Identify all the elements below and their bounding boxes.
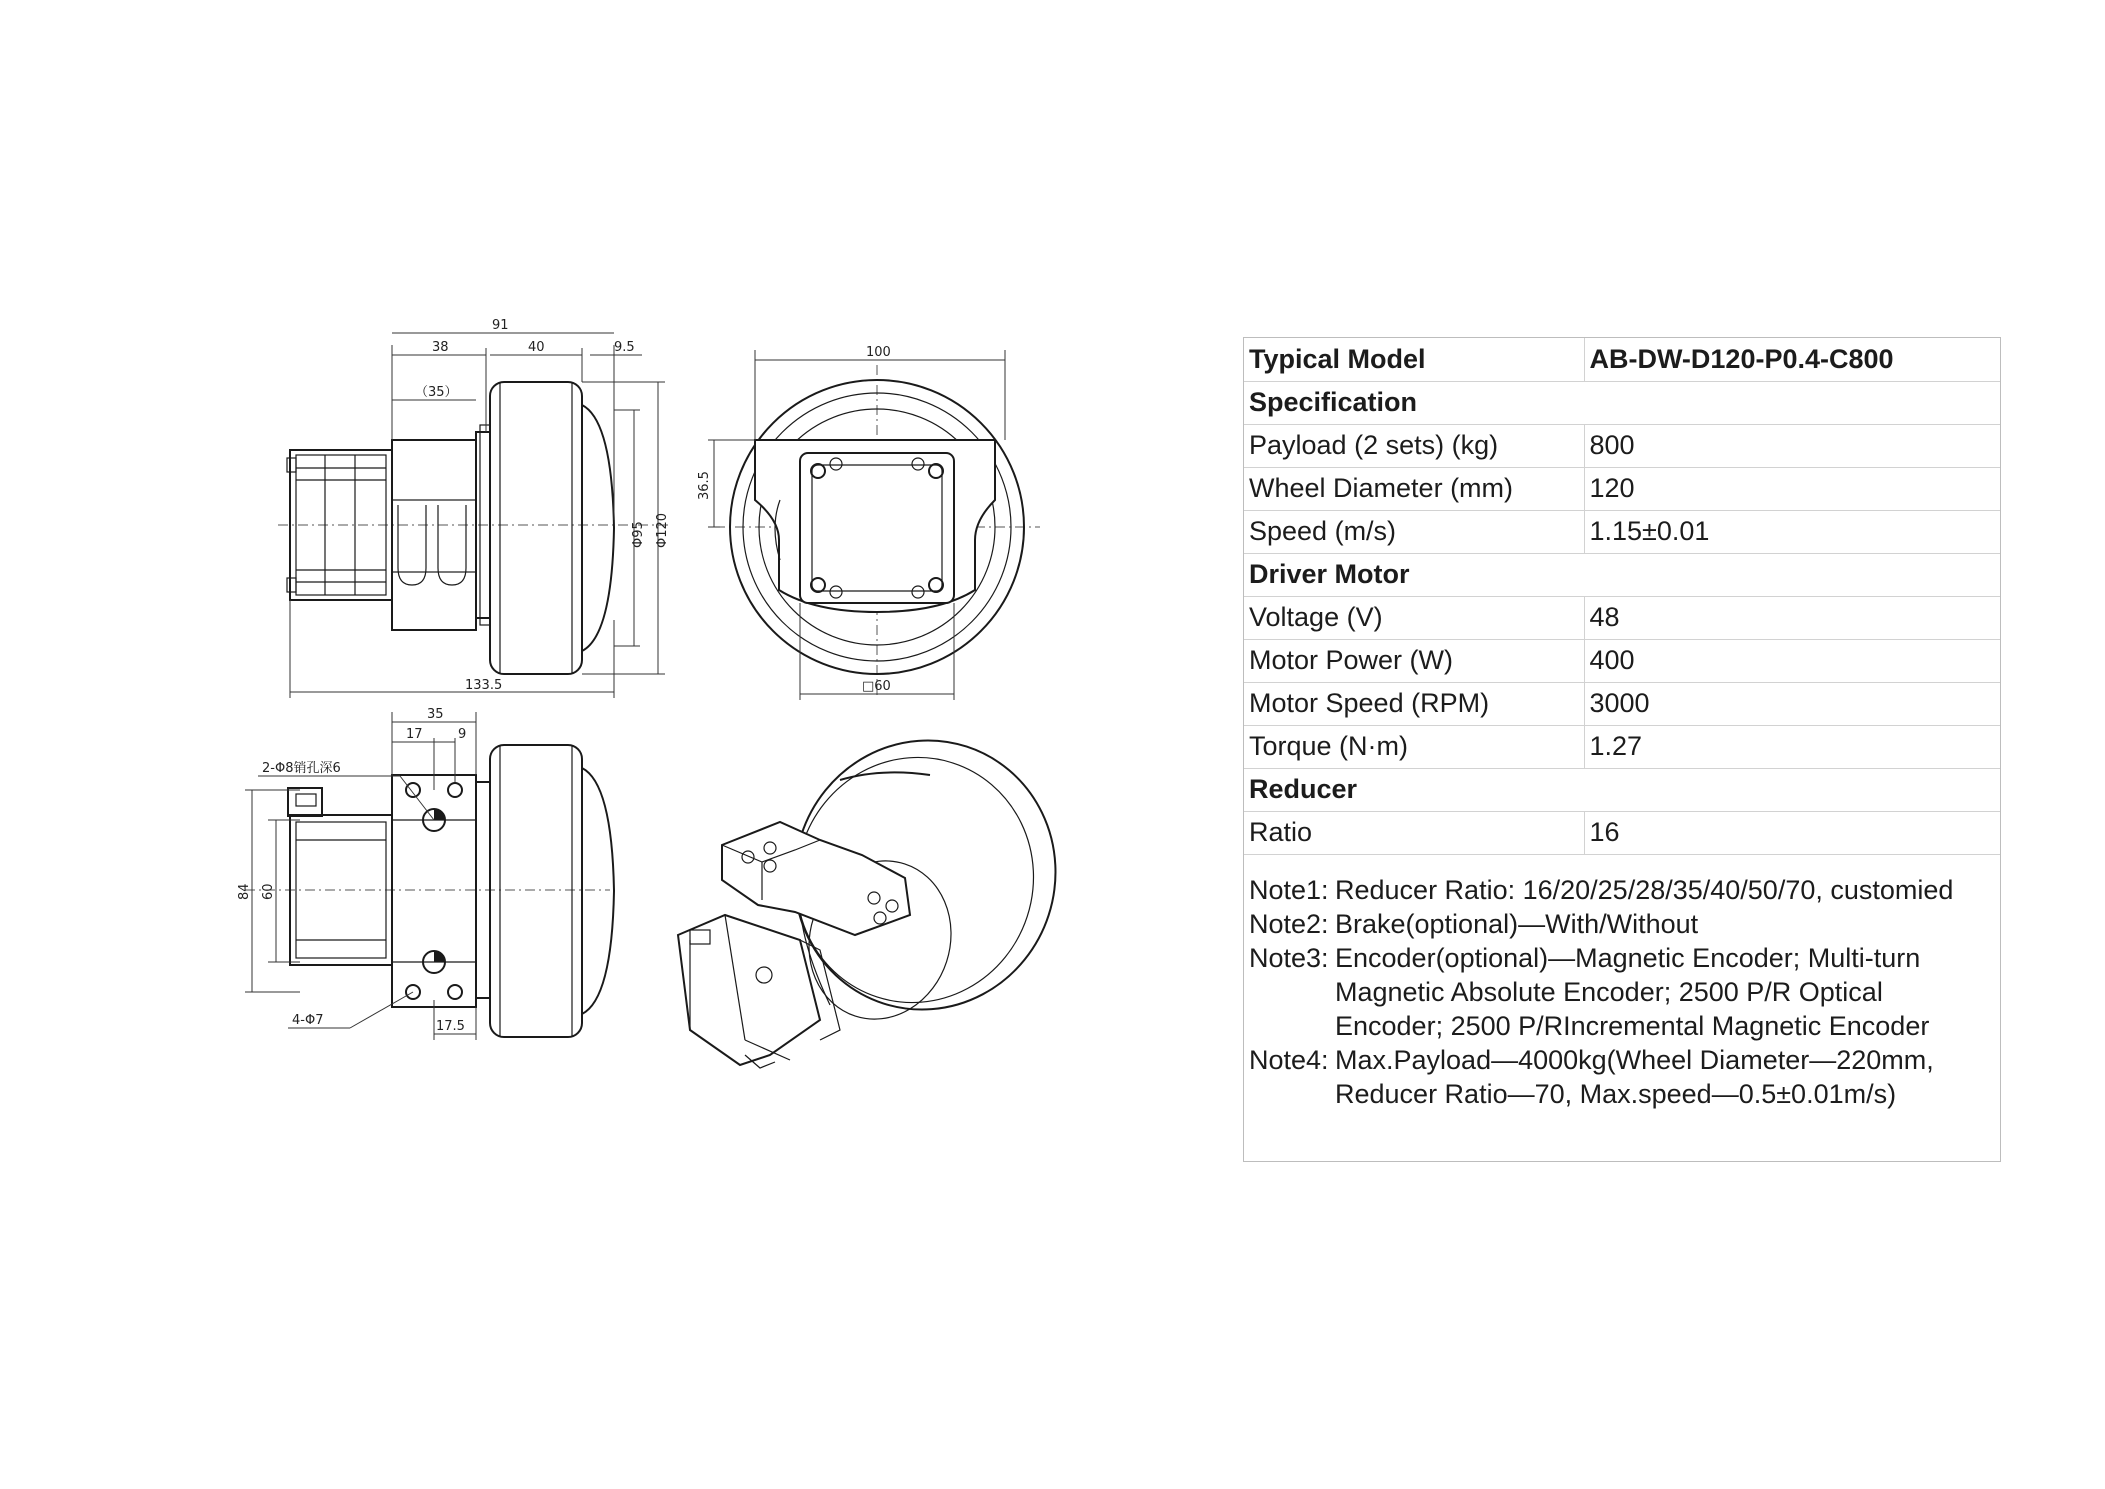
note-text: Brake(optional)—With/Without [1335,908,1699,939]
note-label: Note2: [1249,908,1329,939]
model-value: AB-DW-D120-P0.4-C800 [1584,338,2000,381]
bottom-view [237,707,614,1040]
svg-text:9: 9 [458,727,467,742]
svg-text:133.5: 133.5 [465,678,503,693]
svg-text:□60: □60 [862,679,891,694]
spec-row [1244,510,2000,553]
note-item [1249,907,1994,941]
note-label: Note3: [1249,942,1329,973]
note-item [1249,1043,1994,1111]
spec-row [1244,811,2000,854]
section-title: Driver Motor [1244,553,2000,596]
svg-text:35: 35 [427,707,444,722]
side-view [278,318,672,698]
note-label: Note1: [1249,874,1329,905]
svg-text:38: 38 [432,340,449,355]
spec-label: Payload (2 sets) (kg) [1244,424,1584,467]
isometric-view [678,706,1090,1068]
note-label: Note4: [1249,1044,1329,1075]
spec-value: 48 [1584,596,2000,639]
section-title: Specification [1244,381,2000,424]
model-label: Typical Model [1244,338,1584,381]
spec-value: 1.27 [1584,725,2000,768]
svg-text:40: 40 [528,340,545,355]
spec-label: Motor Speed (RPM) [1244,682,1584,725]
note-text: Reducer Ratio: 16/20/25/28/35/40/50/70, customied [1335,874,1954,905]
spec-table [1244,338,2000,855]
spec-row [1244,682,2000,725]
svg-text:100: 100 [866,345,891,360]
svg-text:84: 84 [237,883,252,900]
spec-row [1244,725,2000,768]
spec-value: 120 [1584,467,2000,510]
svg-text:17.5: 17.5 [436,1019,465,1034]
svg-text:60: 60 [261,883,276,900]
svg-text:（35）: （35） [415,385,458,400]
spec-label: Ratio [1244,811,1584,854]
note-item [1249,873,1994,907]
svg-text:91: 91 [492,318,509,333]
spec-label: Torque (N·m) [1244,725,1584,768]
note-item [1249,941,1994,1043]
section-header-row [1244,381,2000,424]
section-title: Reducer [1244,768,2000,811]
spec-value: 400 [1584,639,2000,682]
svg-text:Φ120: Φ120 [655,512,670,548]
svg-text:Φ95: Φ95 [631,521,646,548]
spec-label: Wheel Diameter (mm) [1244,467,1584,510]
svg-text:36.5: 36.5 [697,471,712,500]
spec-label: Voltage (V) [1244,596,1584,639]
spec-label: Motor Power (W) [1244,639,1584,682]
spec-value: 1.15±0.01 [1584,510,2000,553]
svg-text:17: 17 [406,727,423,742]
svg-text:2-Φ8销孔深6: 2-Φ8销孔深6 [262,761,341,776]
svg-text:4-Φ7: 4-Φ7 [292,1013,324,1028]
spec-row [1244,596,2000,639]
spec-value: 3000 [1584,682,2000,725]
notes-section [1244,855,2000,1111]
model-row [1244,338,2000,381]
front-view [697,345,1040,700]
spec-panel [1243,337,2001,1162]
spec-row [1244,467,2000,510]
spec-value: 16 [1584,811,2000,854]
spec-label: Speed (m/s) [1244,510,1584,553]
section-header-row [1244,553,2000,596]
section-header-row [1244,768,2000,811]
svg-text:9.5: 9.5 [614,340,635,355]
note-text: Encoder(optional)—Magnetic Encoder; Multi-turn Magnetic Absolute Encoder; 2500 P/R Optical Encoder; 2500 P/RIncremental Magnetic Encoder [1335,942,1930,1041]
spec-value: 800 [1584,424,2000,467]
spec-row [1244,639,2000,682]
note-text: Max.Payload—4000kg(Wheel Diameter—220mm, Reducer Ratio—70, Max.speed—0.5±0.01m/s) [1335,1044,1934,1109]
spec-row [1244,424,2000,467]
